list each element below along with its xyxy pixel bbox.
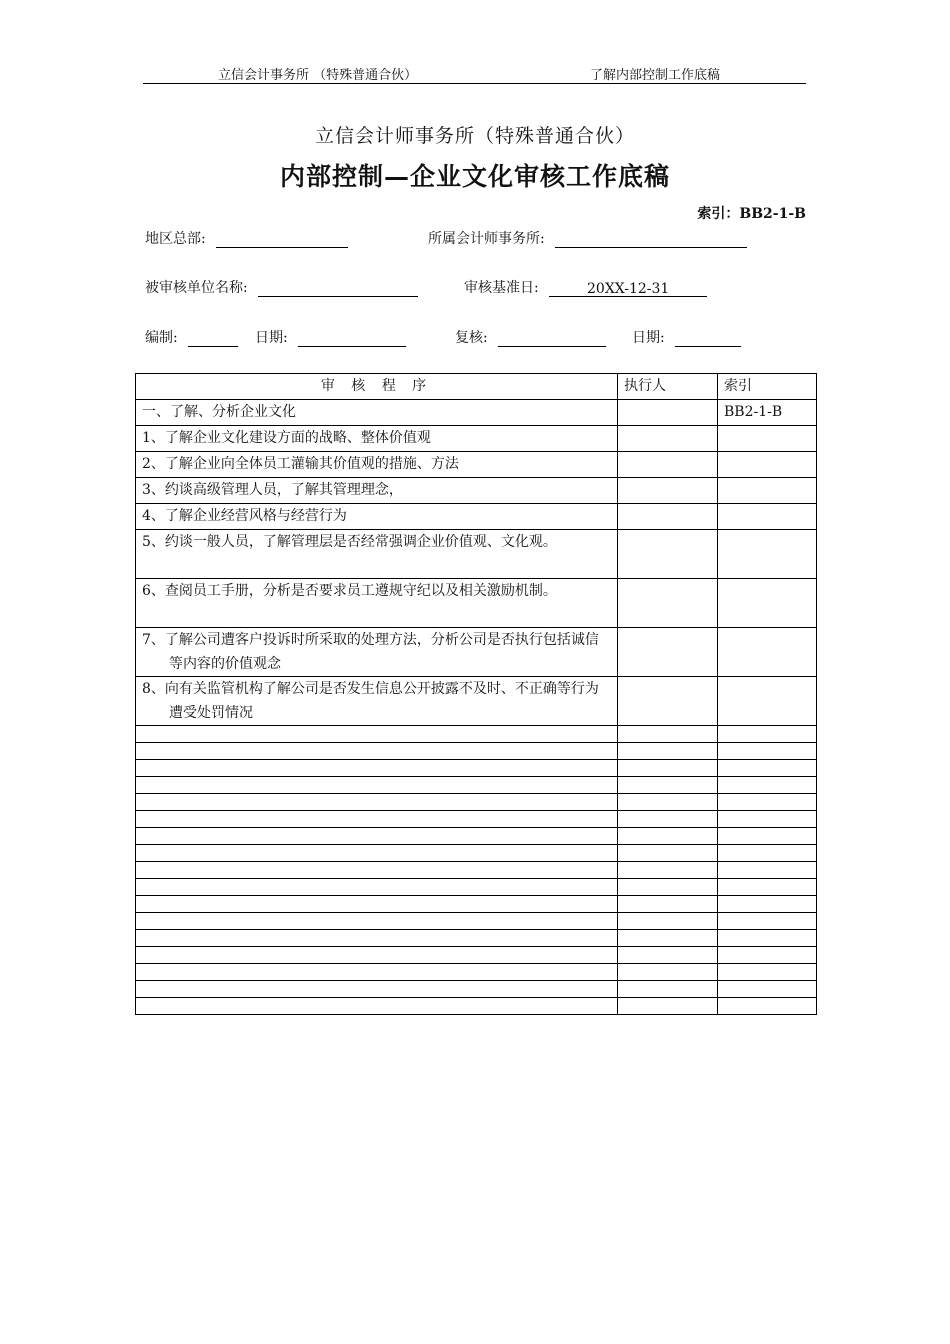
base-date-label: 审核基准日: [464, 280, 539, 296]
empty-cell[interactable] [136, 896, 618, 913]
empty-cell[interactable] [136, 913, 618, 930]
empty-cell[interactable] [136, 794, 618, 811]
document-index: 索引：BB2-1-B [697, 206, 806, 222]
prepared-label: 编制: [145, 330, 178, 346]
region-label: 地区总部: [145, 231, 206, 247]
empty-cell[interactable] [718, 879, 817, 896]
empty-cell[interactable] [618, 760, 718, 777]
empty-row [136, 726, 817, 743]
review-label: 复核: [455, 330, 488, 346]
empty-cell[interactable] [718, 845, 817, 862]
empty-row [136, 896, 817, 913]
empty-row [136, 913, 817, 930]
empty-cell[interactable] [136, 828, 618, 845]
executor-cell[interactable] [618, 478, 718, 504]
procedure-cell: 6、查阅员工手册，分析是否要求员工遵规守纪以及相关激励机制。 [136, 579, 618, 628]
empty-cell[interactable] [136, 777, 618, 794]
header-procedure: 审 核 程 序 [136, 374, 618, 400]
empty-cell[interactable] [718, 811, 817, 828]
empty-cell[interactable] [618, 896, 718, 913]
index-cell[interactable] [718, 478, 817, 504]
empty-cell[interactable] [718, 964, 817, 981]
empty-cell[interactable] [718, 777, 817, 794]
empty-cell[interactable] [718, 760, 817, 777]
table-row [136, 400, 817, 426]
empty-row [136, 947, 817, 964]
procedure-cell: 8、向有关监管机构了解公司是否发生信息公开披露不及时、不正确等行为遭受处罚情况 [136, 677, 618, 726]
empty-cell[interactable] [618, 794, 718, 811]
region-input[interactable] [216, 232, 348, 248]
header-executor: 执行人 [618, 374, 718, 400]
date1-field [255, 327, 406, 347]
review-input[interactable] [498, 331, 606, 347]
header-left: 立信会计事务所 （特殊普通合伙） [218, 68, 418, 83]
empty-cell[interactable] [618, 947, 718, 964]
procedure-table [135, 373, 817, 1015]
table-header-row [136, 374, 817, 400]
header-right: 了解内部控制工作底稿 [590, 68, 721, 83]
executor-cell[interactable] [618, 579, 718, 628]
empty-cell[interactable] [618, 930, 718, 947]
empty-row [136, 794, 817, 811]
empty-cell[interactable] [718, 998, 817, 1015]
table-row [136, 677, 817, 726]
empty-cell[interactable] [136, 981, 618, 998]
empty-cell[interactable] [618, 998, 718, 1015]
entity-input[interactable] [258, 281, 418, 297]
empty-cell[interactable] [718, 743, 817, 760]
empty-cell[interactable] [618, 726, 718, 743]
index-cell[interactable] [718, 504, 817, 530]
empty-row [136, 760, 817, 777]
header-rule [143, 83, 806, 84]
empty-cell[interactable] [136, 930, 618, 947]
prepared-input[interactable] [188, 331, 238, 347]
entity-label: 被审核单位名称: [145, 280, 248, 296]
page-title: 内部控制—企业文化审核工作底稿 [279, 162, 670, 191]
procedure-cell: 3、约谈高级管理人员，了解其管理理念， [136, 478, 618, 504]
empty-cell[interactable] [618, 913, 718, 930]
table-row [136, 426, 817, 452]
empty-row [136, 879, 817, 896]
empty-cell[interactable] [136, 726, 618, 743]
review-field [455, 327, 606, 347]
empty-cell[interactable] [618, 862, 718, 879]
empty-row [136, 828, 817, 845]
table-row [136, 628, 817, 677]
date1-input[interactable] [298, 331, 406, 347]
office-input[interactable] [555, 232, 747, 248]
prepared-field [145, 327, 238, 347]
executor-cell[interactable] [618, 677, 718, 726]
office-field [428, 228, 747, 248]
table-row [136, 504, 817, 530]
empty-cell[interactable] [136, 964, 618, 981]
procedure-cell: 2、了解企业向全体员工灌输其价值观的措施、方法 [136, 452, 618, 478]
empty-cell[interactable] [618, 828, 718, 845]
table-row [136, 530, 817, 579]
executor-cell[interactable] [618, 452, 718, 478]
procedure-cell: 1、了解企业文化建设方面的战略、整体价值观 [136, 426, 618, 452]
header-index: 索引 [718, 374, 817, 400]
index-cell[interactable] [718, 677, 817, 726]
empty-cell[interactable] [718, 794, 817, 811]
date2-input[interactable] [675, 331, 741, 347]
empty-cell[interactable] [136, 760, 618, 777]
empty-cell[interactable] [718, 930, 817, 947]
empty-cell[interactable] [618, 811, 718, 828]
empty-cell[interactable] [136, 845, 618, 862]
date1-label: 日期: [255, 330, 288, 346]
table-row [136, 478, 817, 504]
firm-name: 立信会计师事务所（特殊普通合伙） [314, 125, 635, 147]
empty-cell[interactable] [718, 947, 817, 964]
empty-cell[interactable] [618, 743, 718, 760]
empty-cell[interactable] [136, 947, 618, 964]
empty-row [136, 777, 817, 794]
empty-row [136, 998, 817, 1015]
index-cell[interactable] [718, 426, 817, 452]
empty-cell[interactable] [718, 828, 817, 845]
procedure-cell: 7、了解公司遭客户投诉时所采取的处理方法，分析公司是否执行包括诚信等内容的价值观念 [136, 628, 618, 677]
base-date-field [464, 277, 707, 297]
empty-cell[interactable] [618, 845, 718, 862]
index-cell[interactable] [718, 452, 817, 478]
empty-row [136, 964, 817, 981]
procedure-cell: 一、了解、分析企业文化 [136, 400, 618, 426]
empty-cell[interactable] [618, 777, 718, 794]
executor-cell[interactable] [618, 426, 718, 452]
procedure-cell: 4、了解企业经营风格与经营行为 [136, 504, 618, 530]
empty-cell[interactable] [618, 879, 718, 896]
index-cell[interactable] [718, 530, 817, 579]
executor-cell[interactable] [618, 504, 718, 530]
empty-row [136, 981, 817, 998]
index-cell[interactable]: BB2-1-B [718, 400, 817, 426]
empty-cell[interactable] [718, 981, 817, 998]
executor-cell[interactable] [618, 530, 718, 579]
table-row [136, 452, 817, 478]
table-row [136, 579, 817, 628]
empty-cell[interactable] [136, 743, 618, 760]
date2-label: 日期: [632, 330, 665, 346]
date2-field [632, 327, 741, 347]
empty-cell[interactable] [136, 998, 618, 1015]
empty-cell[interactable] [718, 896, 817, 913]
base-date-input[interactable]: 20XX-12-31 [549, 281, 707, 297]
index-cell[interactable] [718, 579, 817, 628]
empty-cell[interactable] [136, 879, 618, 896]
entity-field [145, 277, 418, 297]
empty-cell[interactable] [718, 913, 817, 930]
empty-cell[interactable] [618, 981, 718, 998]
executor-cell[interactable] [618, 400, 718, 426]
office-label: 所属会计师事务所: [428, 231, 545, 247]
empty-row [136, 845, 817, 862]
empty-row [136, 743, 817, 760]
empty-cell[interactable] [718, 862, 817, 879]
executor-cell[interactable] [618, 628, 718, 677]
empty-row [136, 811, 817, 828]
empty-cell[interactable] [618, 964, 718, 981]
empty-cell[interactable] [136, 811, 618, 828]
index-cell[interactable] [718, 628, 817, 677]
region-field [145, 228, 348, 248]
procedure-cell: 5、约谈一般人员，了解管理层是否经常强调企业价值观、文化观。 [136, 530, 618, 579]
empty-row [136, 930, 817, 947]
empty-row [136, 862, 817, 879]
empty-cell[interactable] [718, 726, 817, 743]
empty-cell[interactable] [136, 862, 618, 879]
